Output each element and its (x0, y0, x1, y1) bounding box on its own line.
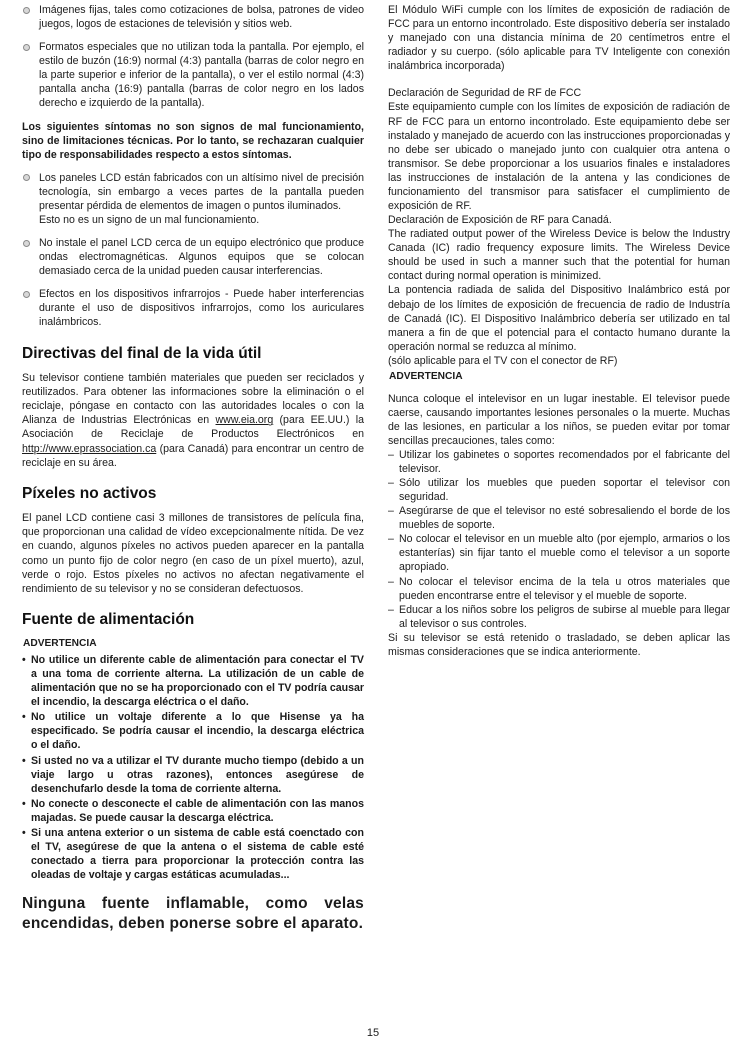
symptoms-note: Los siguientes síntomas no son signos de mal funcionamiento, sino de limitaciones técnicas. Por lo tanto, se rechazaran cualquier tipo de responsabilidades respecto a estos síntomas. (22, 120, 364, 161)
eia-link[interactable]: www.eia.org (215, 414, 274, 427)
list-item: – Sólo utilizar los muebles que pueden soportar el televisor con seguridad. (388, 476, 730, 504)
inactive-pixels-heading: Píxeles no activos (22, 484, 157, 502)
power-warning-list (22, 653, 364, 882)
list-item-text: Los paneles LCD están fabricados con un altísimo nivel de precisión tecnología, sin embargo a veces partes de la pantalla pueden presentar pérdida de elementos de imagen o puntos iluminados. (39, 171, 364, 212)
screen-burn-list (22, 3, 364, 111)
list-item: – No colocar el televisor encima de la tela u otros materiales que pueden encontrarse entre el televisor y el mueble de soporte. (388, 575, 730, 603)
canada-rf-paragraph-es: La pontencia radiada de salida del Dispositivo Inalámbrico está por debajo de los límites de exposición de frecuencia de radio de Industría de Canadá (IC). El Dispositivo Inalámbrico debería ser utilizado en tal manera a fin de que el potencial para el contacto humano durante la operación normal se reduzca al mínimo. (388, 284, 730, 353)
fcc-rf-safety-paragraph: Este equipamiento cumple con los límites de exposición de radiación de RF de FCC para un entorno incontrolado. Este equipamiento debe ser instalado y manejado de acuerdo con las instrucciones proporcionadas y no debe ser ubicado o manejado junto con cualquier otra antena o transmisor. Se debe proporcionar a los usuarios finales e instaladores las instrucciones de instalación de la antena y las condiciones de funcionamiento del transmisor para satisfacer el cumplimiento de exposición de RF. (388, 101, 730, 213)
list-item: • Si usted no va a utilizar el TV durante mucho tiempo (debido a un viaje largo u otras razones), entonces asegúrese de desenchufarlo desde la toma de corriente alterna. (22, 754, 364, 796)
wifi-module-paragraph: El Módulo WiFi cumple con los límites de exposición de radiación de FCC para un entorno incontrolado. Este dispositivo debería ser instalado y manejado con una distancia mínima de 20 centímetros entre el radiador y su cuerpo. (sólo aplicable para TV Inteligente con conexión inalámbrica incorporada) (388, 4, 730, 73)
list-item: – No colocar el televisor en un mueble alto (por ejemplo, armarios o los estanterías) sin fijar tanto el mueble como el televisor a un soporte apropiado. (388, 532, 730, 574)
right-column (388, 3, 730, 933)
list-item: • No utilice un voltaje diferente a lo que Hisense ya ha especificado. Se podría causar el incendio, la descarga eléctrica o el daño. (22, 710, 364, 752)
list-item: – Educar a los niños sobre los peligros de subirse al mueble para llegar al televisor o sus controles. (388, 603, 730, 631)
symptoms-list (22, 171, 364, 330)
paragraph-text: Su televisor contiene también materiales que pueden ser reciclados y reutilizados. Para obtener las informaciones sobre la eliminación o el reciclaje, póngase en contacto con las autoridades locales o con la Alianza de Industrias Electrónicas en (22, 372, 364, 427)
list-item: No instale el panel LCD cerca de un equipo electrónico que produce ondas electromagnéticas. Algunos equipos que se colocan demasiado cerca de la unidad pueden causar interferencias. (22, 236, 364, 278)
list-item (22, 171, 364, 227)
epra-link[interactable]: http://www.eprassociation.ca (22, 442, 157, 455)
power-supply-heading: Fuente de alimentación (22, 610, 195, 628)
stability-warning-paragraph: Nunca coloque el intelevisor en un lugar inestable. El televisor puede caerse, causando importantes lesiones personales o la muerte. Muchas de las lesiones, en particular a los niños, se pueden evitar por tomar sencillas precauciones, tales como: (388, 392, 730, 447)
closing-paragraph: Si su televisor se está retenido o trasladado, se deben aplicar las mismas consideraciones que se indica anteriormente. (388, 631, 730, 658)
page-number: 15 (366, 1027, 380, 1039)
canada-rf-heading: Declaración de Exposición de RF para Canadá. (388, 214, 612, 227)
list-item: • Si una antena exterior o un sistema de cable está coenctado con el TV, asegúrese de que la antena o el sistema de cable esté conectado a tierra para proporcionar la protección contra las oleadas de voltaje y cargas estáticas acumuladas... (22, 826, 364, 882)
list-item: Imágenes fijas, tales como cotizaciones de bolsa, patrones de video juegos, logos de estaciones de televisión y sitios web. (22, 3, 364, 31)
list-item: • No conecte o desconecte el cable de alimentación con las manos majadas. Se puede causar la descarga eléctrica. (22, 797, 364, 825)
stability-precautions-list (388, 448, 730, 631)
list-item: – Asegúrarse de que el televisor no esté sobresaliendo el borde de los muebles de soporte. (388, 504, 730, 532)
list-item: Efectos en los dispositivos infrarrojos - Puede haber interferencias durante el uso de dispositivos infrarrojos, como los auriculares inalámbricos. (22, 287, 364, 329)
list-item: • No utilice un diferente cable de alimentación para conectar el TV a una toma de corriente alterna. La utilización de un cable de alimentación que no se ha proporcionado con el TV podría causar el incendio, la descarga eléctrica o el daño. (22, 653, 364, 709)
end-of-life-heading: Directivas del final de la vida útil (22, 344, 262, 362)
recycling-paragraph (22, 371, 364, 470)
list-item-text: Esto no es un signo de un mal funcionamiento. (39, 214, 260, 227)
fcc-rf-safety-heading: Declaración de Seguridad de RF de FCC (388, 87, 582, 100)
warning-label: ADVERTENCIA (389, 370, 463, 382)
list-item: Formatos especiales que no utilizan toda la pantalla. Por ejemplo, el estilo de buzón (16:9) normal (4:3) pantalla (barras de color negro en la parte superior e inferior de la pantalla), o ver el estilo normal (4:3) pantalla ancha (16:9) pantalla (barras de color negro en los lados derecho e izquierdo de la pantalla). (22, 40, 364, 110)
canada-rf-paragraph-en: The radiated output power of the Wireless Device is below the Industry Canada (IC) radio frequency exposure limits. The Wireless Device should be used in such a manner such that the potential for human contact during normal operation is minimized. (388, 228, 730, 283)
warning-label: ADVERTENCIA (23, 638, 97, 650)
rf-connector-note: (sólo aplicable para el TV con el conector de RF) (388, 354, 618, 367)
paragraph-text: (para EE.UU.) la Asociación de Reciclaje de Productos Electrónicos en (22, 414, 364, 441)
list-item: – Utilizar los gabinetes o soportes recomendados por el fabricante del televisor. (388, 448, 730, 476)
flammable-warning-heading: Ninguna fuente inflamable, como velas encendidas, deben ponerse sobre el aparato. (22, 895, 364, 932)
left-column (22, 3, 364, 933)
paragraph-text: (para Canadá) para encontrar un centro de reciclaje en su área. (22, 442, 364, 469)
inactive-pixels-paragraph: El panel LCD contiene casi 3 millones de transistores de película fina, que proporcionan una calidad de vídeo excepcionalmente nítida. De vez en cuando, algunos píxeles no activos pueden aparecer en la pantalla como un punto fijo de color negro (en caso de un píxel muerto), azul, verde o rojo. Estos píxeles no activos no afectan negativamente el rendimiento de su televisor y no se consideran defectuosos. (22, 512, 364, 595)
